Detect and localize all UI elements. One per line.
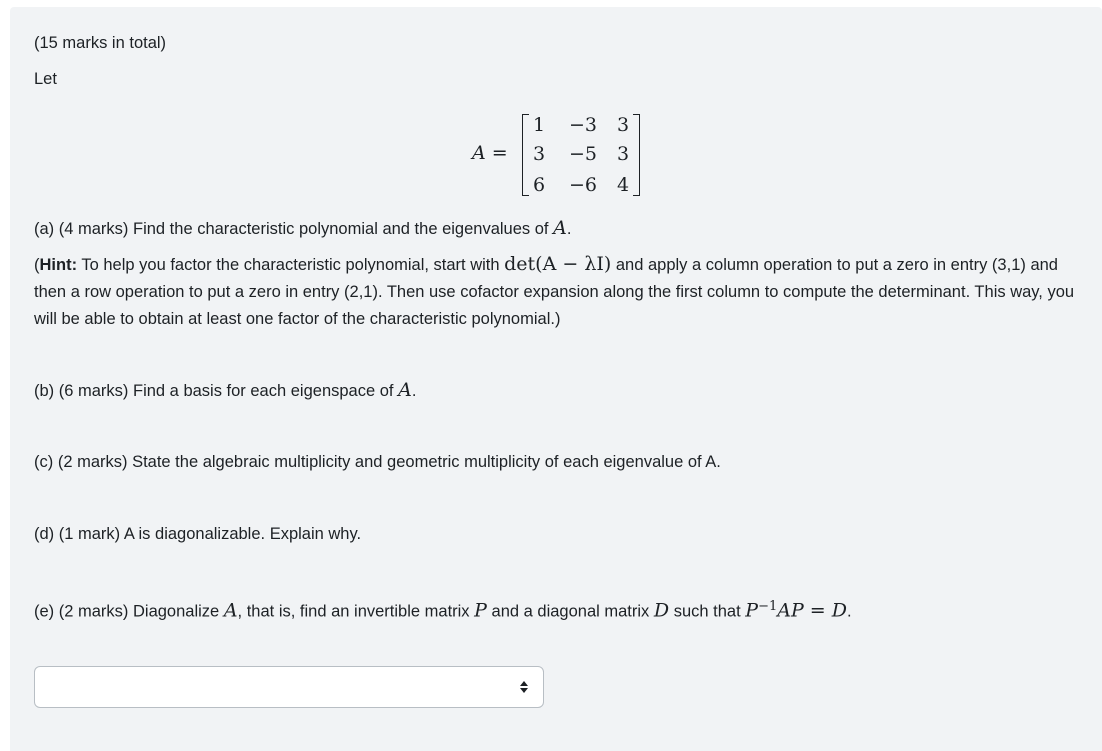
part-d: (d) (1 mark) A is diagonalizable. Explain why.	[34, 525, 362, 543]
total-marks: (15 marks in total)	[34, 34, 167, 52]
answer-select[interactable]	[34, 666, 544, 708]
matrix-cell: 3	[616, 143, 630, 165]
matrix-cell: 3	[532, 143, 546, 165]
part-c: (c) (2 marks) State the algebraic multiplicity and geometric multiplicity of each eigenvalue of A.	[34, 453, 721, 471]
det-expression: det(A − λI)	[504, 253, 612, 275]
matrix-cell: 6	[532, 174, 546, 196]
matrix-cell: −6	[568, 174, 597, 196]
matrix-lhs: A =	[472, 142, 508, 164]
matrix-cell: 3	[616, 114, 630, 136]
matrix-cell: −5	[568, 143, 597, 165]
part-a: (a) (4 marks) Find the characteristic polynomial and the eigenvalues of A.	[34, 217, 572, 239]
hint-label: Hint:	[39, 256, 78, 274]
matrix-cell: 1	[532, 114, 546, 136]
part-e: (e) (2 marks) Diagonalize A, that is, find an invertible matrix P and a diagonal matrix D such that $P^{-1}AP = D$.	[34, 599, 852, 622]
hint-paragraph: (Hint: To help you factor the characteristic polynomial, start with det(A − λI) and apply a column operation to put a zero in entry (3,1) and then a row operation to put a zero in entry (2,1). Then use cofactor expansion along the first column to compute the determinant. This way, you will be able to obtain at least one factor of the characteristic polynomial.)	[34, 253, 1075, 328]
part-b: (b) (6 marks) Find a basis for each eigenspace of A.	[34, 379, 417, 401]
sort-arrows-icon	[519, 680, 529, 699]
matrix-cell: −3	[568, 114, 597, 136]
intro-text: Let	[34, 70, 57, 88]
matrix-cell: 4	[616, 174, 630, 196]
